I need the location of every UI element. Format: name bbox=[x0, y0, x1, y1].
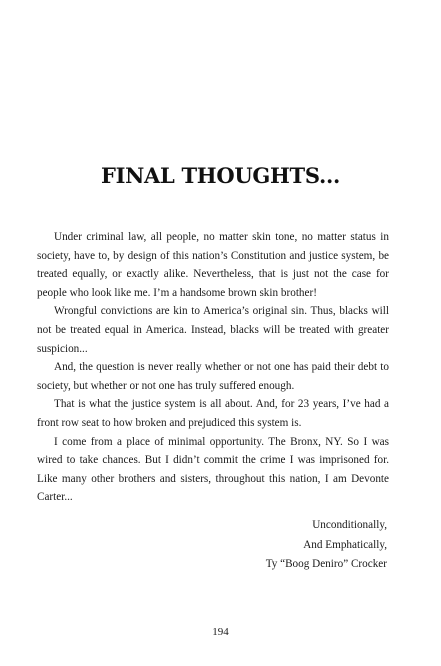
paragraph-5: I come from a place of minimal opportunity. The Bronx, NY. So I was wired to take chances. But I didn’t commit the crime I was imprisoned for. Like many other brothers and sisters, throughout this nation, I am Devonte Carter... bbox=[37, 435, 389, 504]
body-text bbox=[37, 228, 389, 507]
chapter-title: FINAL THOUGHTS... bbox=[100, 163, 341, 188]
paragraph-2: Wrongful convictions are kin to America’s original sin. Thus, blacks will not be treated equal in America. Instead, blacks will be treated with greater suspicion... bbox=[37, 305, 389, 355]
page-number: 194 bbox=[212, 626, 229, 638]
signoff-author: Ty “Boog Deniro” Crocker bbox=[265, 558, 387, 570]
signoff-line-1: Unconditionally, bbox=[312, 519, 387, 531]
signoff-block bbox=[266, 516, 387, 575]
signoff-line-2: And Emphatically, bbox=[303, 538, 387, 551]
paragraph-4: That is what the justice system is all about. And, for 23 years, I’ve had a front row seat to how broken and prejudiced this system is. bbox=[37, 398, 389, 429]
paragraph-3: And, the question is never really whether or not one has paid their debt to society, but whether or not one has truly suffered enough. bbox=[37, 361, 389, 392]
paragraph-1: Under criminal law, all people, no matter skin tone, no matter status in society, have to, by design of this nation’s Constitution and justice system, be treated equally, or exactly alike. Nevertheless, that is just not the case for people who look like me. I’m a handsome brown skin brother! bbox=[37, 231, 389, 299]
